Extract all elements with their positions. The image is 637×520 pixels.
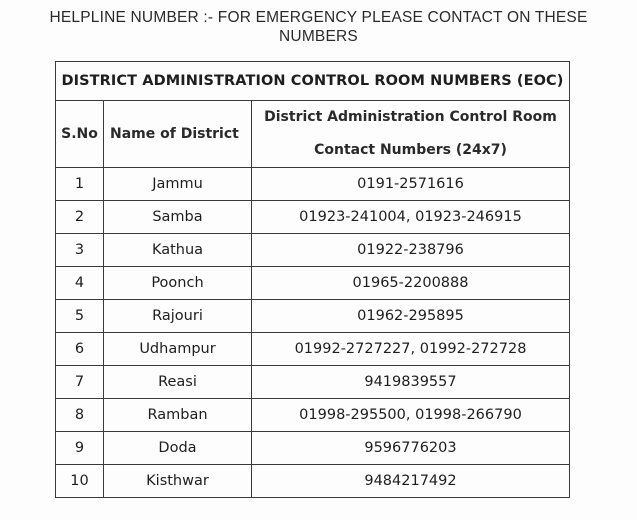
row-serial-number: 7 — [56, 366, 104, 399]
row-contact-numbers: 01923-241004, 01923-246915 — [252, 201, 570, 234]
table-row — [56, 432, 570, 465]
row-serial-number: 10 — [56, 465, 104, 498]
row-contact-numbers: 01922-238796 — [252, 234, 570, 267]
row-district-name: Poonch — [104, 267, 252, 300]
helpline-heading-line1: HELPLINE NUMBER :- FOR EMERGENCY PLEASE CONTACT ON THESE — [49, 9, 588, 26]
table-title: DISTRICT ADMINISTRATION CONTROL ROOM NUMBERS (EOC) — [56, 62, 570, 101]
row-district-name: Jammu — [104, 168, 252, 201]
table-row — [56, 267, 570, 300]
row-contact-numbers: 9419839557 — [252, 366, 570, 399]
column-header-sno: S.No — [56, 101, 104, 168]
row-serial-number: 5 — [56, 300, 104, 333]
column-header-district: Name of District — [104, 101, 252, 168]
row-contact-numbers: 01962-295895 — [252, 300, 570, 333]
row-contact-numbers: 01998-295500, 01998-266790 — [252, 399, 570, 432]
table-header-row — [56, 101, 570, 168]
table-row — [56, 366, 570, 399]
table-body — [56, 168, 570, 498]
row-district-name: Samba — [104, 201, 252, 234]
row-serial-number: 6 — [56, 333, 104, 366]
helpline-heading — [0, 8, 637, 46]
table-row — [56, 201, 570, 234]
row-district-name: Kisthwar — [104, 465, 252, 498]
row-contact-numbers: 0191-2571616 — [252, 168, 570, 201]
row-serial-number: 4 — [56, 267, 104, 300]
row-contact-numbers: 01965-2200888 — [252, 267, 570, 300]
table-row — [56, 399, 570, 432]
row-district-name: Kathua — [104, 234, 252, 267]
table-row — [56, 168, 570, 201]
row-serial-number: 9 — [56, 432, 104, 465]
row-serial-number: 2 — [56, 201, 104, 234]
row-district-name: Reasi — [104, 366, 252, 399]
row-contact-numbers: 9596776203 — [252, 432, 570, 465]
row-district-name: Ramban — [104, 399, 252, 432]
row-contact-numbers: 9484217492 — [252, 465, 570, 498]
row-serial-number: 8 — [56, 399, 104, 432]
column-header-contact-line1: District Administration Control Room — [264, 109, 557, 125]
column-header-contact — [252, 101, 570, 168]
table-row — [56, 333, 570, 366]
column-header-contact-line2: Contact Numbers (24x7) — [314, 142, 507, 158]
table-row — [56, 465, 570, 498]
row-district-name: Udhampur — [104, 333, 252, 366]
table-row — [56, 234, 570, 267]
table-row — [56, 300, 570, 333]
row-district-name: Rajouri — [104, 300, 252, 333]
row-serial-number: 3 — [56, 234, 104, 267]
table-title-row — [56, 62, 570, 101]
helpline-heading-line2: NUMBERS — [279, 28, 358, 45]
control-room-table — [55, 61, 570, 498]
row-contact-numbers: 01992-2727227, 01992-272728 — [252, 333, 570, 366]
row-district-name: Doda — [104, 432, 252, 465]
row-serial-number: 1 — [56, 168, 104, 201]
